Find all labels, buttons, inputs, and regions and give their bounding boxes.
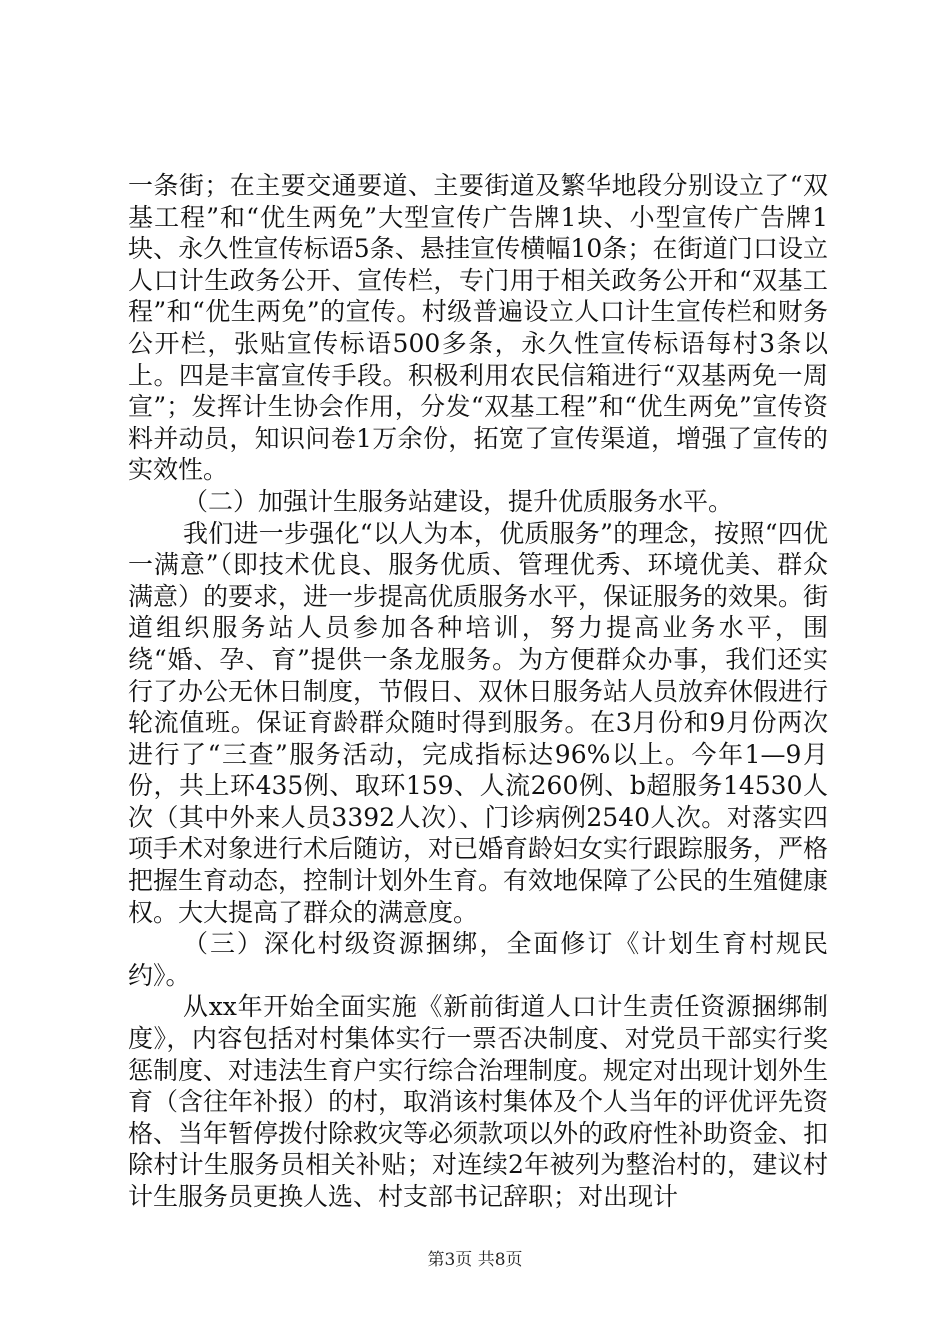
section-heading-village-rules: （三）深化村级资源捆绑，全面修订《计划生育村规民约》。 <box>128 929 828 990</box>
document-body <box>128 170 828 1213</box>
section-heading-service-station: （二）加强计生服务站建设，提升优质服务水平。 <box>183 486 734 516</box>
page-footer: 第3页 共8页 <box>427 1250 523 1270</box>
paragraph-service-station: 我们进一步强化“以人为本，优质服务”的理念，按照“四优一满意”（即技术优良、服务优质、管理优秀、环境优美、群众满意）的要求，进一步提高优质服务水平，保证服务的效果。街道组织服务站人员参加各种培训，努力提高业务水平，围绕“婚、孕、育”提供一条龙服务。为方便群众办事，我们还实行了办公无休日制度，节假日、双休日服务站人员放弃休假进行轮流值班。保证育龄群众随时得到服务。在3月份和9月份两次进行了“三查”服务活动，完成指标达96%以上。今年1—9月份，共上环435例、取环159、人流260例、b超服务14530人次（其中外来人员3392人次）、门诊病例2540人次。对落实四项手术对象进行术后随访，对已婚育龄妇女实行跟踪服务，严格把握生育动态，控制计划外生育。有效地保障了公民的生殖健康权。大大提高了群众的满意度。 <box>128 518 829 927</box>
paragraph-village-rules: 从xx年开始全面实施《新前街道人口计生责任资源捆绑制度》，内容包括对村集体实行一票否决制度、对党员干部实行奖惩制度、对违法生育户实行综合治理制度。规定对出现计划外生育（含往年补报）的村，取消该村集体及个人当年的评优评先资格、当年暂停拨付除救灾等必须款项以外的政府性补助资金、扣除村计生服务员相关补贴；对连续2年被列为整治村的，建议村计生服务员更换人选、村支部书记辞职；对出现计 <box>128 992 829 1211</box>
paragraph-publicity-continued: 一条街；在主要交通要道、主要街道及繁华地段分别设立了“双基工程”和“优生两免”大型宣传广告牌1块、小型宣传广告牌1块、永久性宣传标语5条、悬挂宣传横幅10条；在街道门口设立人口计生政务公开、宣传栏，专门用于相关政务公开和“双基工程”和“优生两免”的宣传。村级普遍设立人口计生宣传栏和财务公开栏，张贴宣传标语500多条，永久性宣传标语每村3条以上。四是丰富宣传手段。积极利用农民信箱进行“双基两免一周宣”；发挥计生协会作用，分发“双基工程”和“优生两免”宣传资料并动员，知识问卷1万余份，拓宽了宣传渠道，增强了宣传的实效性。 <box>128 171 828 485</box>
